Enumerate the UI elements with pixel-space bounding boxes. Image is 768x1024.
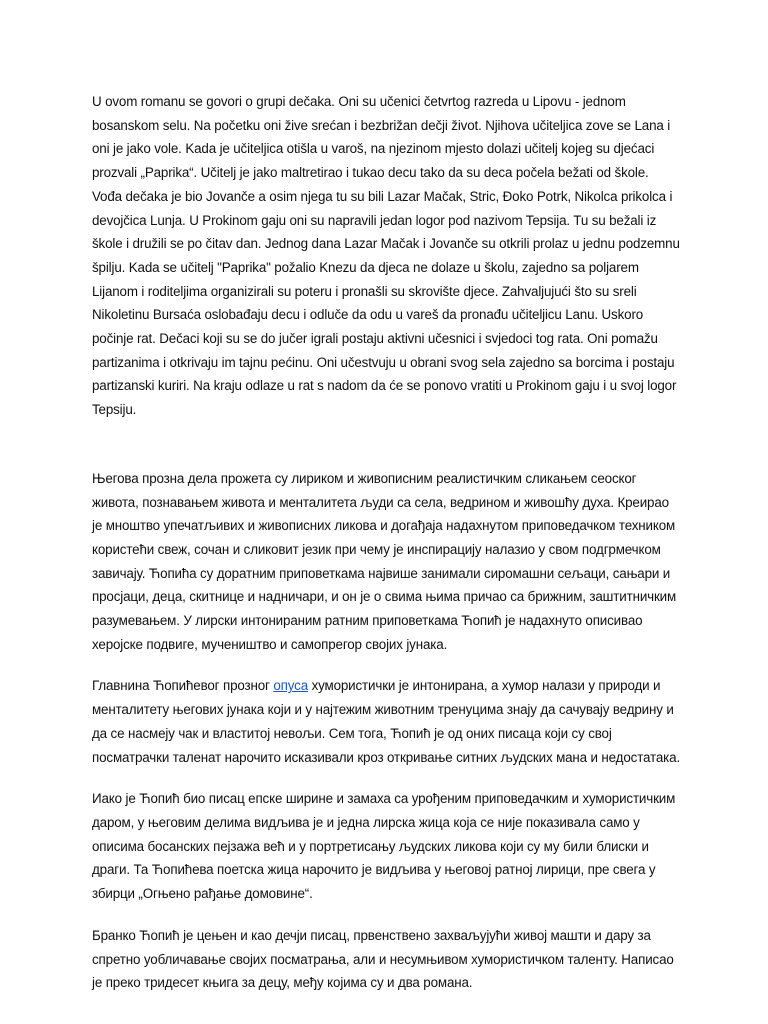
intro-paragraph: U ovom romanu se govori o grupi dečaka. Oni su učenici četvrtog razreda u Lipovu - jednom bosanskom selu. Na početku oni žive srećan i bezbrižan dečji život. Njihova učiteljica zove se Lana i oni je jako vole. Kada je učiteljica otišla u varoš, na njezinom mjesto dolazi učitelj kojeg su djećaci prozvali „Paprika“. Učitelj je jako maltretirao i tukao decu tako da su deca počela bežati od škole. Vođa dečaka je bio Jovanče a osim njega tu su bili Lazar Mačak, Stric, Đoko Potrk, Nikolca prikolca i devojčica Lunja. U Prokinom gaju oni su napravili jedan logor pod nazivom Tepsija. Tu su bežali iz škole i družili se po čitav dan. Jednog dana Lazar Mačak i Jovanče su otkrili prolaz u jednu podzemnu špilju. Kada se učitelj "Paprika" požalio Knezu da djeca ne dolaze u školu, zajedno sa poljarem Lijanom i roditeljima organizirali su poteru i pronašli su skrovište djece. Zahvaljujući što su sreli Nikoletinu Bursaća oslobađaju decu i odluče da odu u vareš da pronađu učiteljicu Lanu. Uskoro počinje rat. Dečaci koji su se do jučer igrali postaju aktivni učesnici i svjedoci tog rata. Oni pomažu partizanima i otkrivaju im tajnu pećinu. Oni učestvuju u obrani svog sela zajedno sa borcima i postaju partizanski kuriri. Na kraju odlaze u rat s nadom da će se ponovo vratiti u Prokinom gaju i u svoj logor Tepsiju. <box>92 94 680 418</box>
document-body <box>92 90 682 1013</box>
paragraph-humor-lead: Главнина Ћопићевог прозног <box>92 678 274 694</box>
paragraph-humor-rest: хумористички је интонирана, а хумор налази у природи и менталитету његових јунака који и у најтежим животним тренуцима знају да сачувају ведрину и да се насмеју чак и властитој невољи. Сем тога, Ћопић је од оних писаца који су свој посматрачки таленат нарочито исказивали кроз откривање ситних људских мана и недостатака. <box>92 678 681 765</box>
paragraph-lyric: Иако је Ћопић био писац епске ширине и замаха са урођеним приповедачким и хумористичким даром, у његовим делима видљива је и једна лирска жица која се није показивала само у описима босанских пејзажа већ и у портретисању људских ликова који су му били блиски и драги. Та Ћопићева поетска жица нарочито је видљива у његовој ратној лирици, пре свега у збирци „Огњено рађање домовине“. <box>92 791 676 902</box>
paragraph-humor <box>92 674 682 769</box>
paragraph-prose-overview: Његова прозна дела прожета су лириком и живописним реалистичким сликањем сеоског живота, познавањем живота и менталитета људи са села, ведрином и живошћу духа. Креирао је мноштво упечатљивих и живописних ликова и догађаја надахнутом приповедачком техником користећи свеж, сочан и сликовит језик при чему је инспирацију налазио у свом подгрмечком завичају. Ћопића су доратним приповеткама највише занимали сиромашни сељаци, сањари и просјаци, деца, скитнице и надничари, и он је о свима њима причао са брижним, заштитничким разумевањем. У лирски интонираним ратним приповеткама Ћопић је надахнуто описивао херојске подвиге, мучеништво и самопрегор својих јунака. <box>92 470 677 652</box>
opus-link[interactable]: опуса <box>273 678 309 694</box>
paragraph-childrens-writer: Бранко Ћопић је цењен и као дечји писац, првенствено захваљујући живој машти и дару за спретно уобличавање својих посматрања, али и несумњивом хумористичком таленту. Написао је преко тридесет књига за децу, међу којима су и два романа. <box>92 927 674 991</box>
